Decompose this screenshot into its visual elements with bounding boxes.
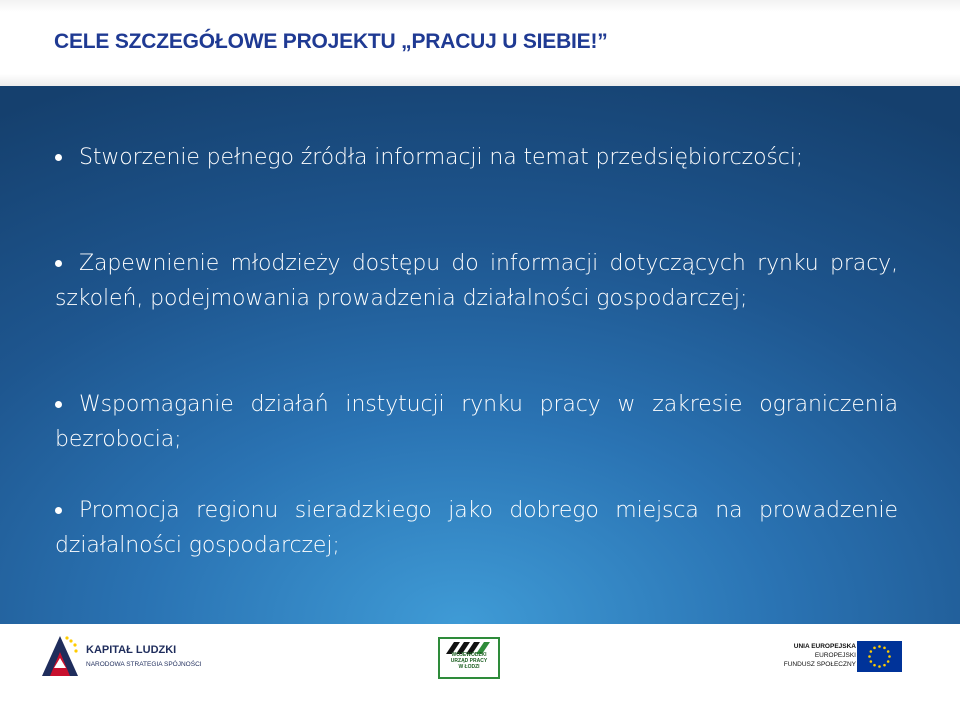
eu-fund-caption bbox=[780, 642, 856, 669]
eu-star-icon bbox=[883, 647, 886, 650]
eu-star-icon bbox=[873, 647, 876, 650]
eu-line: EUROPEJSKI bbox=[814, 652, 856, 659]
eu-star-icon bbox=[870, 650, 873, 653]
wup-line: WOJEWÓDZKI bbox=[451, 652, 487, 658]
eu-star-icon bbox=[887, 660, 890, 663]
bullet-text: Stworzenie pełnego źródła informacji na temat przedsiębiorczości; bbox=[79, 145, 804, 170]
slide-title: CELE SZCZEGÓŁOWE PROJEKTU „PRACUJ U SIEBIE!” bbox=[54, 30, 608, 53]
wup-lodz-caption bbox=[445, 652, 493, 670]
bullet-text: Zapewnienie młodzieży dostępu do informacji dotyczących rynku pracy, szkoleń, podejmowania prowadzenia działalności gospodarczej; bbox=[55, 251, 898, 311]
bullet-item bbox=[55, 140, 898, 175]
bullet-dot-icon bbox=[55, 507, 62, 514]
bullet-dot-icon bbox=[55, 260, 62, 267]
eu-star-icon bbox=[873, 664, 876, 667]
kapital-ludzki-subtitle: NARODOWA STRATEGIA SPÓJNOŚCI bbox=[86, 661, 202, 668]
eu-star-icon bbox=[887, 650, 890, 653]
eu-line: FUNDUSZ SPOŁECZNY bbox=[783, 661, 856, 668]
eu-flag-icon bbox=[857, 641, 902, 672]
bullet-dot-icon bbox=[55, 401, 62, 408]
eu-star-icon bbox=[878, 665, 881, 668]
eu-star-icon bbox=[868, 655, 871, 658]
bullet-item bbox=[55, 387, 898, 457]
slide-body bbox=[0, 86, 960, 624]
eu-title: UNIA EUROPEJSKA bbox=[793, 643, 856, 650]
bullet-item bbox=[55, 493, 898, 563]
eu-star-icon bbox=[883, 664, 886, 667]
slide-header bbox=[0, 0, 960, 86]
bullet-dot-icon bbox=[55, 154, 62, 161]
wup-line: W ŁODZI bbox=[458, 664, 480, 670]
wup-line: URZĄD PRACY bbox=[450, 658, 488, 664]
bullet-text: Wspomaganie działań instytucji rynku pracy w zakresie ograniczenia bezrobocia; bbox=[55, 392, 898, 452]
kapital-ludzki-name: KAPITAŁ LUDZKI bbox=[86, 644, 177, 656]
eu-star-icon bbox=[888, 655, 891, 658]
bullet-item bbox=[55, 246, 898, 316]
kapital-ludzki-logo-icon bbox=[40, 632, 80, 678]
bullet-text: Promocja regionu sieradzkiego jako dobrego miejsca na prowadzenie działalności gospodarczej; bbox=[55, 498, 898, 558]
eu-star-icon bbox=[878, 645, 881, 648]
eu-star-icon bbox=[870, 660, 873, 663]
